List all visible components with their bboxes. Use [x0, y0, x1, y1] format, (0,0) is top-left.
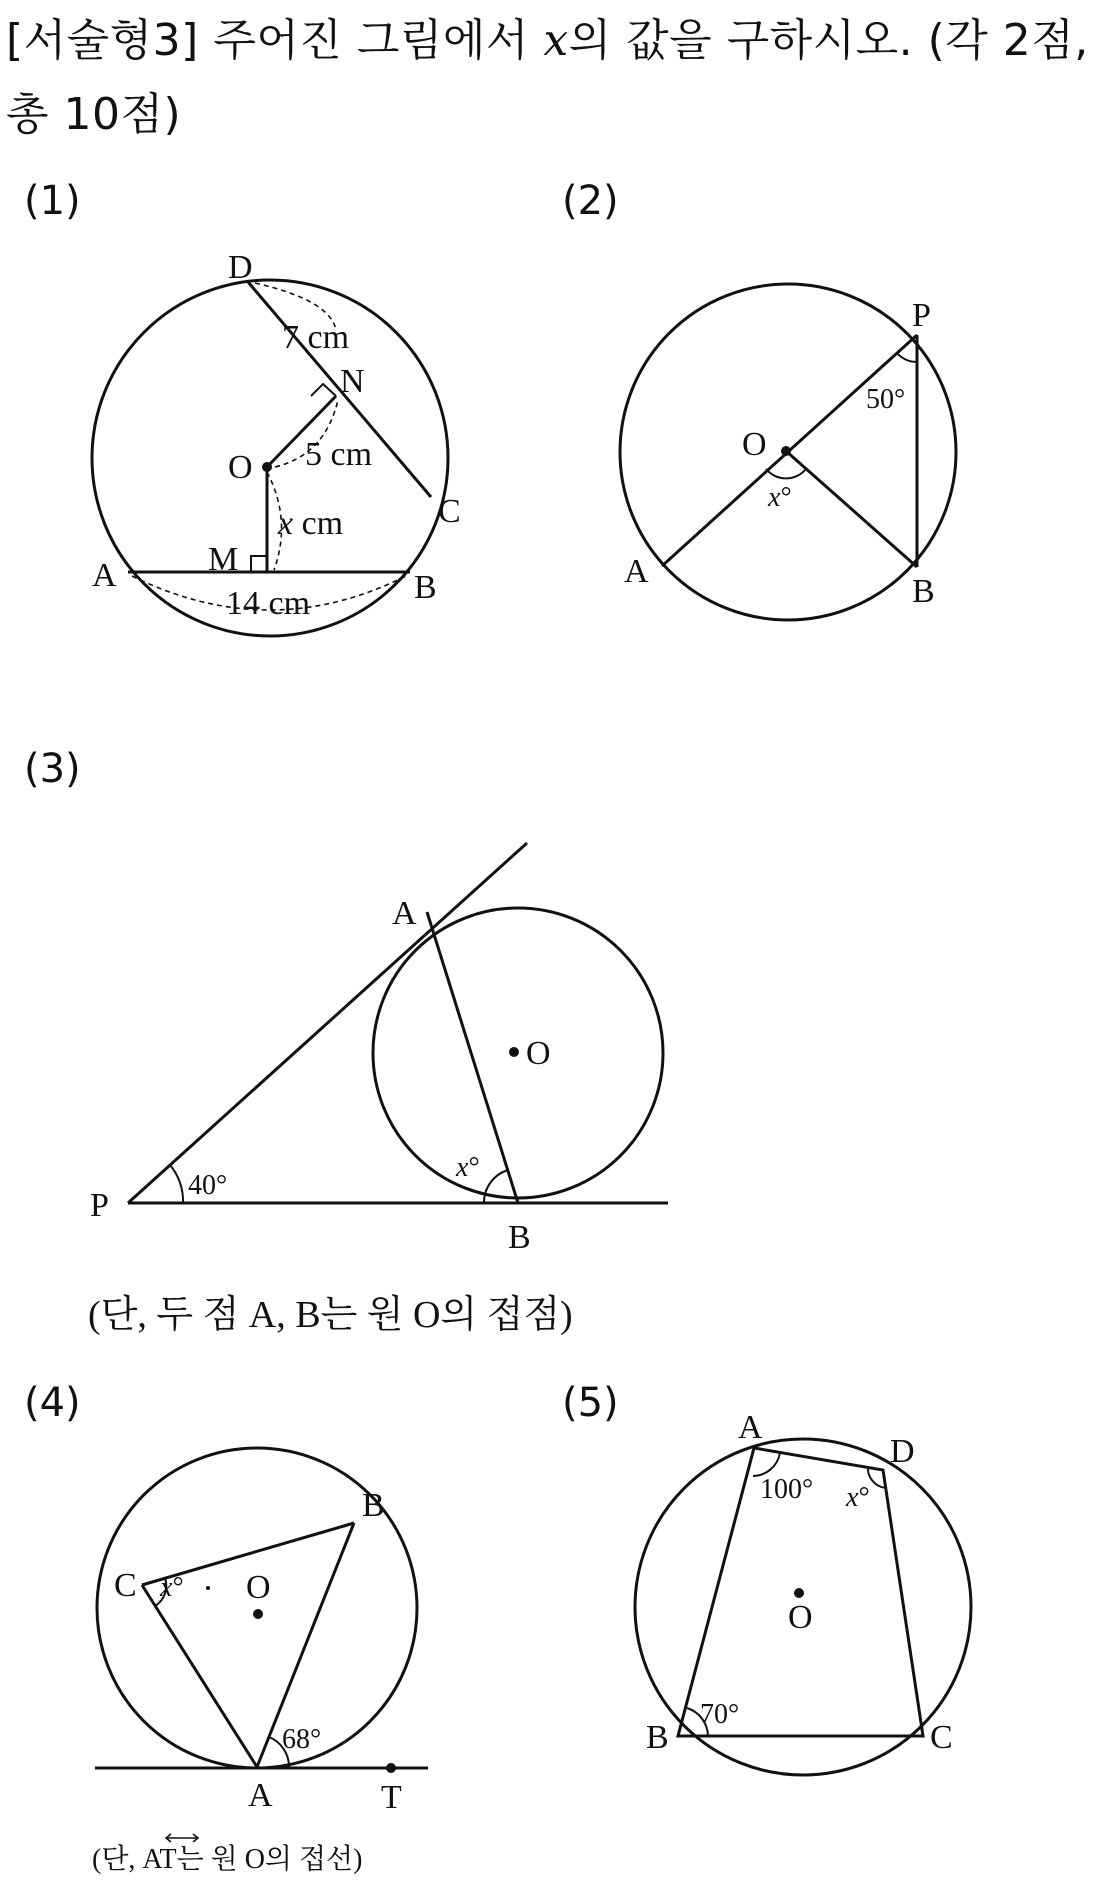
fig4-label-o: O: [246, 1569, 271, 1606]
fig2-label-o: O: [742, 426, 767, 463]
fig1-length-om: x cm: [278, 505, 344, 542]
fig5-label-a: A: [738, 1409, 763, 1446]
fig1-label-o: O: [228, 449, 253, 486]
figure-1: [92, 280, 448, 636]
fig5-angle-arc-a: [753, 1453, 780, 1476]
fig4-note-line-symbol: [166, 1834, 198, 1842]
fig5-angle-a: 100°: [760, 1474, 814, 1505]
fig1-length-ab: 14 cm: [226, 585, 311, 622]
fig1-label-m: M: [208, 541, 239, 578]
fig4-point-t-dot: [386, 1763, 396, 1773]
fig5-label-d: D: [890, 1433, 915, 1470]
fig2-angle-p: 50°: [866, 384, 906, 415]
fig5-label-b: B: [646, 1719, 669, 1756]
fig3-angle-p: 40°: [188, 1170, 228, 1201]
fig3-note: (단, 두 점 A, B는 원 O의 접점): [88, 1294, 573, 1336]
fig1-circle: [92, 280, 448, 636]
fig1-right-angle-n: [311, 384, 336, 396]
fig2-angle-arc-o: [766, 469, 806, 478]
fig3-angle-arc-p: [170, 1165, 183, 1203]
fig3-label-o: O: [526, 1035, 551, 1072]
fig1-length-on: 5 cm: [305, 436, 373, 473]
fig2-center-dot: [781, 446, 791, 456]
fig1-label-n: N: [340, 363, 365, 400]
problem-2-number: (2): [562, 178, 619, 224]
fig1-label-a: A: [92, 557, 117, 594]
fig4-chord-ca: [142, 1585, 257, 1767]
fig1-center-dot: [262, 462, 272, 472]
fig5-angle-d: x°: [846, 1482, 870, 1513]
fig4-angle-c: x°: [160, 1572, 184, 1603]
fig4-center-dot: [253, 1609, 263, 1619]
problem-3-number: (3): [24, 746, 81, 792]
fig4-label-a: A: [248, 1777, 273, 1814]
fig5-label-o: O: [788, 1599, 813, 1636]
fig5-label-c: C: [930, 1719, 953, 1756]
fig2-angle-o: x°: [768, 482, 792, 513]
fig2-label-b: B: [912, 573, 935, 610]
problem-4-number: (4): [24, 1380, 81, 1426]
fig3-label-b: B: [508, 1219, 531, 1256]
fig4-angle-a: 68°: [282, 1724, 322, 1755]
question-text: [서술형3] 주어진 그림에서 x의 값을 구하시오. (각 2점, 총 10점): [6, 15, 1089, 140]
fig1-label-b: B: [414, 569, 437, 606]
fig4-label-t: T: [381, 1779, 402, 1816]
fig4-label-b: B: [362, 1487, 385, 1524]
problem-1-number: (1): [24, 178, 81, 224]
fig1-label-c: C: [438, 493, 461, 530]
fig2-label-a: A: [624, 553, 649, 590]
fig4-label-c: C: [114, 1567, 137, 1604]
fig4-note: (단, AT는 원 O의 접선): [92, 1844, 363, 1875]
fig5-center-dot: [794, 1588, 804, 1598]
fig3-tangent-pa: [128, 843, 527, 1203]
fig2-radius-ob: [786, 451, 917, 567]
fig3-label-p: P: [90, 1187, 109, 1224]
fig4-stray-dot: [206, 1586, 210, 1590]
fig5-angle-b: 70°: [700, 1699, 740, 1730]
fig1-right-angle-m: [251, 556, 267, 572]
fig3-label-a: A: [392, 895, 417, 932]
fig1-length-dn: 7 cm: [282, 319, 350, 356]
fig3-center-dot: [509, 1047, 519, 1057]
fig3-angle-b: x°: [456, 1152, 480, 1183]
problem-5-number: (5): [562, 1380, 619, 1426]
fig2-label-p: P: [912, 297, 931, 334]
fig2-angle-arc-p: [897, 353, 917, 362]
fig1-label-d: D: [228, 249, 253, 286]
